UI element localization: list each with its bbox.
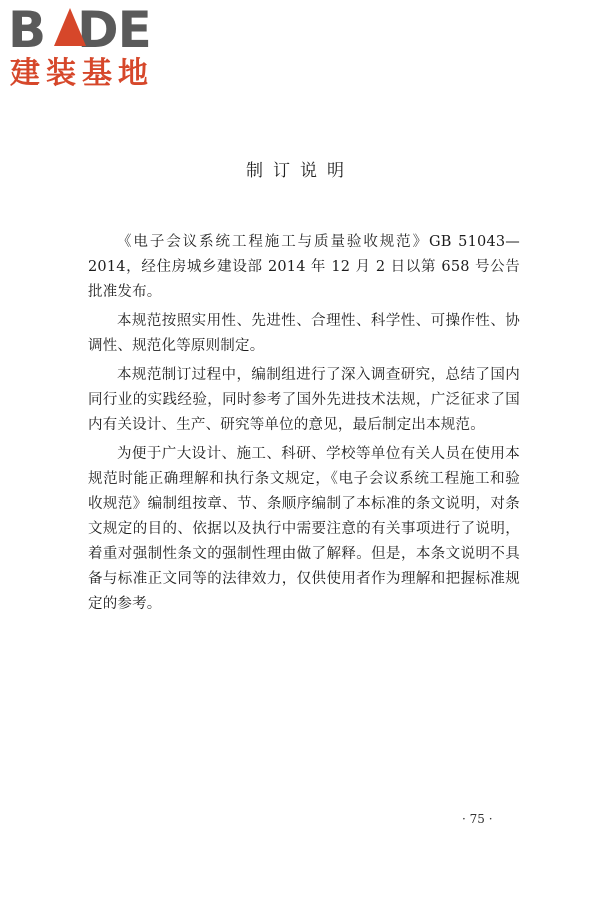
logo-wordmark: B DE	[8, 1, 151, 59]
paragraph: 本规范制订过程中，编制组进行了深入调查研究，总结了国内同行业的实践经验，同时参考了国外先进技术法规，广泛征求了国内有关设计、生产、研究等单位的意见，最后制定出本规范。	[88, 367, 520, 433]
bade-logo	[8, 2, 178, 94]
paragraph: 《电子会议系统工程施工与质量验收规范》GB 51043—2014，经住房城乡建设部 2014 年 12 月 2 日以第 658 号公告批准发布。	[88, 234, 520, 300]
logo-subtitle: 建装基地	[10, 56, 154, 91]
page-number: · 75 ·	[462, 812, 493, 826]
page-title: 制订说明	[246, 161, 354, 181]
document-body	[88, 230, 520, 621]
paragraph: 本规范按照实用性、先进性、合理性、科学性、可操作性、协调性、规范化等原则制定。	[88, 313, 520, 354]
paragraph: 为便于广大设计、施工、科研、学校等单位有关人员在使用本规范时能正确理解和执行条文规定，《电子会议系统工程施工和验收规范》编制组按章、节、条顺序编制了本标准的条文说明，对条文规定的目的、依据以及执行中需要注意的有关事项进行了说明，着重对强制性条文的强制性理由做了解释。但是，本条文说明不具备与标准正文同等的法律效力，仅供使用者作为理解和把握标准规定的参考。	[88, 446, 520, 612]
logo-triangle-icon	[54, 8, 86, 46]
